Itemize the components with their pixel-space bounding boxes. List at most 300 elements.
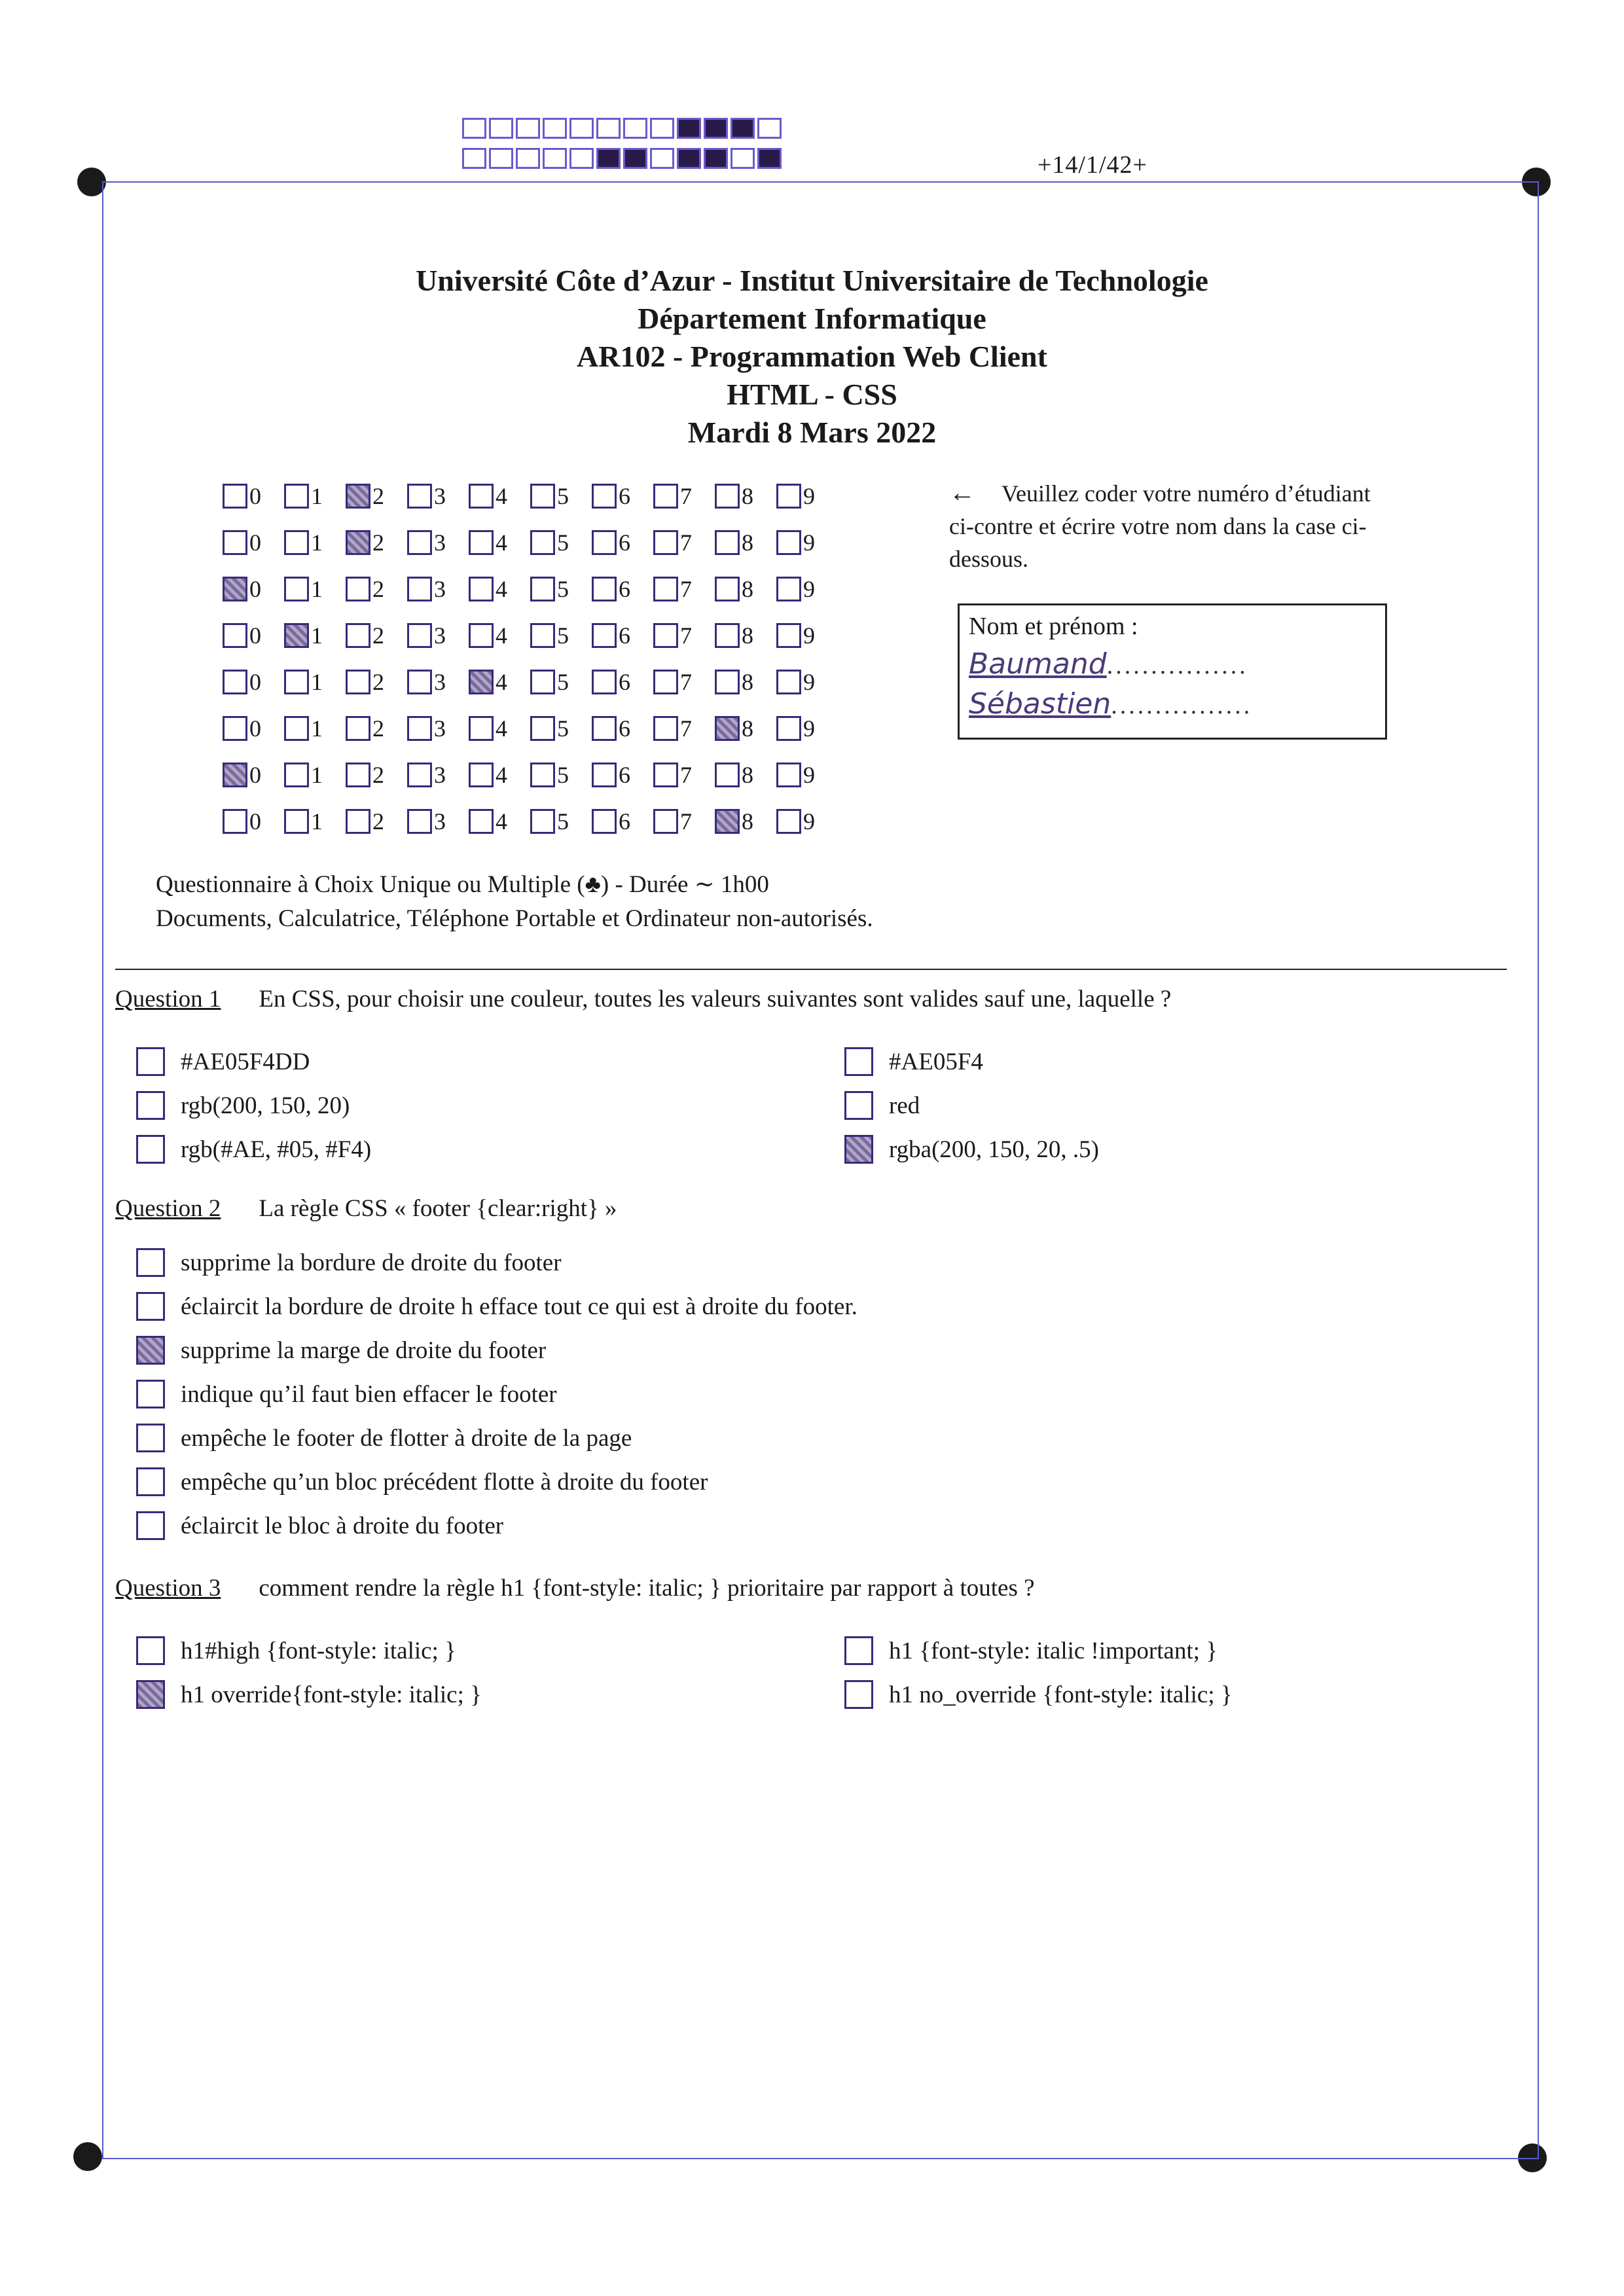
student-id-row: [223, 751, 838, 798]
digit-label: 6: [619, 482, 630, 509]
digit-checkbox[interactable]: [223, 577, 247, 601]
digit-option[interactable]: [776, 575, 838, 603]
digit-checkbox[interactable]: [530, 484, 555, 509]
digit-option[interactable]: [715, 761, 776, 789]
digit-checkbox[interactable]: [776, 762, 801, 787]
name-box[interactable]: [958, 603, 1387, 740]
barcode-cell: [489, 118, 513, 139]
digit-checkbox[interactable]: [407, 623, 432, 648]
q2-option-c[interactable]: [136, 1336, 546, 1365]
digit-checkbox[interactable]: [776, 670, 801, 694]
option-label: h1#high {font-style: italic; }: [181, 1637, 456, 1664]
digit-label: 0: [249, 761, 261, 788]
digit-checkbox[interactable]: [653, 623, 678, 648]
barcode-cell: [569, 148, 594, 169]
digit-checkbox[interactable]: [530, 762, 555, 787]
option-label: red: [889, 1092, 920, 1119]
checkbox[interactable]: [136, 1680, 165, 1709]
digit-option[interactable]: [284, 715, 346, 742]
digit-checkbox[interactable]: [715, 762, 740, 787]
digit-label: 7: [680, 808, 692, 834]
q1-option-b[interactable]: [136, 1091, 350, 1120]
digit-option[interactable]: [776, 808, 838, 835]
digit-option[interactable]: [530, 622, 592, 649]
barcode-cell: [489, 148, 513, 169]
digit-label: 4: [496, 529, 507, 556]
digit-option[interactable]: [715, 808, 776, 835]
digit-option[interactable]: [284, 761, 346, 789]
digit-checkbox[interactable]: [284, 623, 309, 648]
digit-checkbox[interactable]: [407, 716, 432, 741]
question-2: [115, 1194, 617, 1223]
digit-label: 5: [557, 529, 569, 556]
digit-label: 8: [742, 715, 753, 742]
digit-checkbox[interactable]: [592, 577, 617, 601]
digit-option[interactable]: [715, 529, 776, 556]
digit-checkbox[interactable]: [715, 530, 740, 555]
digit-option[interactable]: [530, 715, 592, 742]
digit-checkbox[interactable]: [284, 716, 309, 741]
digit-checkbox[interactable]: [715, 623, 740, 648]
digit-option[interactable]: [469, 715, 530, 742]
digit-option[interactable]: [346, 715, 407, 742]
handwritten-last-name: Baumand: [969, 647, 1107, 681]
digit-label: 1: [311, 808, 323, 834]
barcode-cell: [569, 118, 594, 139]
digit-checkbox[interactable]: [284, 809, 309, 834]
digit-option[interactable]: [346, 575, 407, 603]
digit-checkbox[interactable]: [653, 809, 678, 834]
digit-option[interactable]: [469, 575, 530, 603]
digit-checkbox[interactable]: [469, 670, 494, 694]
digit-checkbox[interactable]: [530, 623, 555, 648]
exam-header: [0, 262, 1624, 452]
digit-option[interactable]: [592, 482, 653, 510]
digit-checkbox[interactable]: [346, 484, 370, 509]
handwritten-first-name: Sébastien: [969, 687, 1111, 721]
digit-option[interactable]: [407, 622, 469, 649]
digit-checkbox[interactable]: [715, 577, 740, 601]
digit-option[interactable]: [469, 668, 530, 696]
digit-option[interactable]: [469, 761, 530, 789]
digit-label: 9: [803, 575, 815, 602]
digit-label: 6: [619, 761, 630, 788]
digit-checkbox[interactable]: [346, 577, 370, 601]
digit-label: 2: [372, 575, 384, 602]
digit-option[interactable]: [592, 668, 653, 696]
digit-label: 3: [434, 529, 446, 556]
barcode-cell: [677, 148, 701, 169]
digit-checkbox[interactable]: [223, 484, 247, 509]
digit-checkbox[interactable]: [530, 670, 555, 694]
digit-checkbox[interactable]: [776, 577, 801, 601]
digit-checkbox[interactable]: [592, 530, 617, 555]
digit-label: 5: [557, 622, 569, 649]
checkbox[interactable]: [136, 1292, 165, 1321]
digit-option[interactable]: [653, 622, 715, 649]
digit-checkbox[interactable]: [530, 716, 555, 741]
digit-label: 0: [249, 575, 261, 602]
digit-option[interactable]: [530, 482, 592, 510]
digit-option[interactable]: [223, 668, 284, 696]
digit-option[interactable]: [530, 668, 592, 696]
digit-label: 1: [311, 622, 323, 649]
digit-option[interactable]: [407, 715, 469, 742]
digit-label: 1: [311, 715, 323, 742]
student-id-row: [223, 705, 838, 751]
subject-line: HTML - CSS: [727, 378, 897, 411]
checkbox[interactable]: [844, 1091, 873, 1120]
digit-option[interactable]: [346, 668, 407, 696]
digit-label: 8: [742, 668, 753, 695]
checkbox[interactable]: [844, 1636, 873, 1665]
barcode-cell: [623, 118, 647, 139]
digit-option[interactable]: [407, 482, 469, 510]
digit-label: 4: [496, 482, 507, 509]
digit-label: 5: [557, 761, 569, 788]
digit-checkbox[interactable]: [715, 670, 740, 694]
barcode-cell: [757, 118, 782, 139]
digit-label: 8: [742, 529, 753, 556]
digit-option[interactable]: [469, 529, 530, 556]
digit-option[interactable]: [715, 668, 776, 696]
digit-label: 0: [249, 668, 261, 695]
digit-checkbox[interactable]: [776, 716, 801, 741]
digit-option[interactable]: [715, 482, 776, 510]
digit-checkbox[interactable]: [346, 530, 370, 555]
digit-label: 5: [557, 482, 569, 509]
digit-label: 2: [372, 668, 384, 695]
digit-label: 6: [619, 715, 630, 742]
digit-option[interactable]: [592, 761, 653, 789]
digit-option[interactable]: [592, 529, 653, 556]
digit-checkbox[interactable]: [776, 809, 801, 834]
digit-option[interactable]: [284, 482, 346, 510]
digit-checkbox[interactable]: [715, 484, 740, 509]
digit-checkbox[interactable]: [776, 623, 801, 648]
digit-checkbox[interactable]: [715, 716, 740, 741]
digit-option[interactable]: [776, 529, 838, 556]
digit-checkbox[interactable]: [223, 809, 247, 834]
digit-label: 5: [557, 575, 569, 602]
digit-option[interactable]: [346, 529, 407, 556]
option-label: empêche qu’un bloc précédent flotte à droite du footer: [181, 1468, 708, 1496]
checkbox[interactable]: [136, 1135, 165, 1164]
checkbox[interactable]: [136, 1380, 165, 1408]
digit-label: 9: [803, 715, 815, 742]
digit-checkbox[interactable]: [223, 670, 247, 694]
digit-option[interactable]: [407, 575, 469, 603]
digit-label: 3: [434, 622, 446, 649]
digit-option[interactable]: [653, 715, 715, 742]
digit-label: 9: [803, 622, 815, 649]
digit-label: 6: [619, 622, 630, 649]
digit-checkbox[interactable]: [530, 577, 555, 601]
digit-label: 2: [372, 622, 384, 649]
digit-label: 3: [434, 761, 446, 788]
digit-option[interactable]: [653, 668, 715, 696]
digit-checkbox[interactable]: [346, 809, 370, 834]
digit-checkbox[interactable]: [776, 484, 801, 509]
digit-option[interactable]: [776, 482, 838, 510]
digit-option[interactable]: [407, 529, 469, 556]
digit-label: 6: [619, 575, 630, 602]
checkbox[interactable]: [136, 1047, 165, 1076]
digit-checkbox[interactable]: [284, 670, 309, 694]
digit-checkbox[interactable]: [592, 716, 617, 741]
digit-label: 7: [680, 761, 692, 788]
university-line: Université Côte d’Azur - Institut Universitaire de Technologie: [416, 264, 1208, 297]
digit-option[interactable]: [223, 715, 284, 742]
barcode-cell: [462, 118, 486, 139]
checkbox[interactable]: [136, 1636, 165, 1665]
q1-option-a[interactable]: [136, 1047, 310, 1076]
digit-option[interactable]: [469, 482, 530, 510]
student-id-row: [223, 473, 838, 519]
id-instruction: [949, 476, 1401, 575]
digit-option[interactable]: [407, 761, 469, 789]
digit-option[interactable]: [592, 575, 653, 603]
digit-checkbox[interactable]: [346, 670, 370, 694]
checkbox[interactable]: [844, 1135, 873, 1164]
option-label: h1 override{font-style: italic; }: [181, 1681, 482, 1708]
digit-checkbox[interactable]: [592, 670, 617, 694]
digit-checkbox[interactable]: [223, 530, 247, 555]
digit-option[interactable]: [223, 482, 284, 510]
digit-option[interactable]: [530, 808, 592, 835]
digit-label: 4: [496, 575, 507, 602]
department-line: Département Informatique: [638, 302, 986, 335]
digit-checkbox[interactable]: [407, 762, 432, 787]
digit-label: 3: [434, 715, 446, 742]
digit-checkbox[interactable]: [592, 762, 617, 787]
digit-option[interactable]: [407, 668, 469, 696]
digit-option[interactable]: [715, 622, 776, 649]
digit-option[interactable]: [223, 575, 284, 603]
digit-checkbox[interactable]: [469, 809, 494, 834]
left-arrow-icon: ←: [949, 478, 975, 507]
question-3-label: Question 3: [115, 1575, 221, 1602]
digit-checkbox[interactable]: [592, 809, 617, 834]
digit-option[interactable]: [284, 622, 346, 649]
q2-option-d[interactable]: [136, 1380, 557, 1408]
q2-option-g[interactable]: [136, 1511, 503, 1540]
digit-label: 9: [803, 808, 815, 834]
digit-option[interactable]: [407, 808, 469, 835]
q1-option-d[interactable]: [844, 1047, 983, 1076]
checkbox[interactable]: [844, 1680, 873, 1709]
digit-option[interactable]: [284, 575, 346, 603]
name-dots-1: ................: [1106, 652, 1248, 679]
digit-label: 3: [434, 808, 446, 834]
digit-option[interactable]: [715, 715, 776, 742]
q3-option-c[interactable]: [844, 1636, 1218, 1665]
checkbox[interactable]: [136, 1248, 165, 1277]
digit-checkbox[interactable]: [346, 716, 370, 741]
digit-option[interactable]: [346, 808, 407, 835]
barcode-cell: [543, 118, 567, 139]
digit-option[interactable]: [469, 622, 530, 649]
digit-label: 0: [249, 482, 261, 509]
digit-checkbox[interactable]: [715, 809, 740, 834]
q1-option-c[interactable]: [136, 1135, 371, 1164]
digit-label: 8: [742, 575, 753, 602]
digit-checkbox[interactable]: [223, 716, 247, 741]
q3-option-a[interactable]: [136, 1636, 456, 1665]
digit-checkbox[interactable]: [776, 530, 801, 555]
digit-checkbox[interactable]: [284, 577, 309, 601]
option-label: h1 {font-style: italic !important; }: [889, 1637, 1218, 1664]
digit-option[interactable]: [284, 808, 346, 835]
digit-option[interactable]: [653, 808, 715, 835]
digit-label: 1: [311, 668, 323, 695]
digit-option[interactable]: [223, 761, 284, 789]
digit-checkbox[interactable]: [653, 530, 678, 555]
digit-checkbox[interactable]: [653, 670, 678, 694]
digit-checkbox[interactable]: [653, 716, 678, 741]
digit-label: 7: [680, 622, 692, 649]
digit-checkbox[interactable]: [469, 577, 494, 601]
digit-checkbox[interactable]: [284, 762, 309, 787]
digit-option[interactable]: [592, 622, 653, 649]
digit-label: 3: [434, 668, 446, 695]
divider: [115, 969, 1507, 970]
student-id-row: [223, 519, 838, 565]
digit-checkbox[interactable]: [223, 762, 247, 787]
q3-option-d[interactable]: [844, 1680, 1233, 1709]
barcode-cell: [650, 148, 674, 169]
digit-checkbox[interactable]: [407, 577, 432, 601]
digit-checkbox[interactable]: [407, 484, 432, 509]
digit-option[interactable]: [776, 761, 838, 789]
digit-label: 5: [557, 668, 569, 695]
rules-line-2: Documents, Calculatrice, Téléphone Portable et Ordinateur non-autorisés.: [156, 905, 873, 932]
digit-checkbox[interactable]: [592, 484, 617, 509]
q2-option-f[interactable]: [136, 1467, 708, 1496]
question-1-label: Question 1: [115, 986, 221, 1013]
digit-option[interactable]: [776, 715, 838, 742]
digit-label: 1: [311, 761, 323, 788]
digit-option[interactable]: [776, 668, 838, 696]
digit-option[interactable]: [530, 575, 592, 603]
digit-checkbox[interactable]: [469, 484, 494, 509]
digit-checkbox[interactable]: [223, 623, 247, 648]
digit-label: 0: [249, 715, 261, 742]
barcode-cell: [543, 148, 567, 169]
q1-option-f[interactable]: [844, 1135, 1099, 1164]
checkbox[interactable]: [136, 1336, 165, 1365]
digit-checkbox[interactable]: [407, 809, 432, 834]
digit-option[interactable]: [592, 808, 653, 835]
digit-option[interactable]: [653, 529, 715, 556]
checkbox[interactable]: [136, 1424, 165, 1452]
digit-option[interactable]: [346, 622, 407, 649]
digit-option[interactable]: [223, 529, 284, 556]
option-label: indique qu’il faut bien effacer le footer: [181, 1380, 557, 1408]
barcode-cell: [650, 118, 674, 139]
q2-option-b[interactable]: [136, 1292, 857, 1321]
digit-option[interactable]: [653, 482, 715, 510]
digit-checkbox[interactable]: [346, 762, 370, 787]
digit-label: 8: [742, 808, 753, 834]
digit-option[interactable]: [653, 761, 715, 789]
digit-label: 7: [680, 575, 692, 602]
q1-option-e[interactable]: [844, 1091, 920, 1120]
digit-checkbox[interactable]: [530, 809, 555, 834]
digit-option[interactable]: [223, 808, 284, 835]
digit-option[interactable]: [530, 529, 592, 556]
q2-option-a[interactable]: [136, 1248, 562, 1277]
digit-option[interactable]: [469, 808, 530, 835]
checkbox[interactable]: [136, 1511, 165, 1540]
digit-option[interactable]: [776, 622, 838, 649]
digit-checkbox[interactable]: [530, 530, 555, 555]
q3-option-b[interactable]: [136, 1680, 482, 1709]
barcode-cell: [516, 148, 540, 169]
digit-option[interactable]: [715, 575, 776, 603]
option-label: éclaircit la bordure de droite h efface tout ce qui est à droite du footer.: [181, 1293, 857, 1320]
digit-label: 0: [249, 529, 261, 556]
digit-label: 4: [496, 668, 507, 695]
digit-option[interactable]: [284, 668, 346, 696]
digit-checkbox[interactable]: [469, 623, 494, 648]
barcode-cell: [731, 118, 755, 139]
digit-option[interactable]: [530, 761, 592, 789]
digit-option[interactable]: [223, 622, 284, 649]
digit-checkbox[interactable]: [653, 762, 678, 787]
question-2-label: Question 2: [115, 1195, 221, 1222]
option-label: #AE05F4DD: [181, 1048, 310, 1075]
student-id-grid: [223, 473, 838, 844]
digit-label: 0: [249, 808, 261, 834]
rules-line-1: Questionnaire à Choix Unique ou Multiple (♣) - Durée ∼ 1h00: [156, 871, 769, 898]
digit-checkbox[interactable]: [284, 530, 309, 555]
digit-label: 2: [372, 761, 384, 788]
digit-checkbox[interactable]: [284, 484, 309, 509]
q2-option-e[interactable]: [136, 1424, 632, 1452]
checkbox[interactable]: [136, 1091, 165, 1120]
digit-checkbox[interactable]: [407, 670, 432, 694]
digit-label: 1: [311, 575, 323, 602]
digit-checkbox[interactable]: [346, 623, 370, 648]
name-dots-2: ................: [1111, 692, 1253, 719]
barcode-cell: [757, 148, 782, 169]
barcode-row-1: [462, 118, 784, 139]
digit-checkbox[interactable]: [469, 530, 494, 555]
checkbox[interactable]: [136, 1467, 165, 1496]
digit-option[interactable]: [346, 761, 407, 789]
digit-checkbox[interactable]: [653, 577, 678, 601]
digit-checkbox[interactable]: [653, 484, 678, 509]
digit-label: 1: [311, 529, 323, 556]
digit-checkbox[interactable]: [592, 623, 617, 648]
digit-option[interactable]: [284, 529, 346, 556]
instruction-text: Veuillez coder votre numéro d’étudiant ci-contre et écrire votre nom dans la case ci-dessous.: [949, 480, 1371, 572]
digit-option[interactable]: [592, 715, 653, 742]
student-id-row: [223, 658, 838, 705]
checkbox[interactable]: [844, 1047, 873, 1076]
option-label: rgb(#AE, #05, #F4): [181, 1136, 372, 1163]
digit-label: 9: [803, 482, 815, 509]
digit-option[interactable]: [346, 482, 407, 510]
digit-checkbox[interactable]: [407, 530, 432, 555]
digit-checkbox[interactable]: [469, 762, 494, 787]
digit-checkbox[interactable]: [469, 716, 494, 741]
question-1: [115, 985, 1171, 1013]
digit-label: 4: [496, 808, 507, 834]
digit-option[interactable]: [653, 575, 715, 603]
digit-label: 3: [434, 482, 446, 509]
